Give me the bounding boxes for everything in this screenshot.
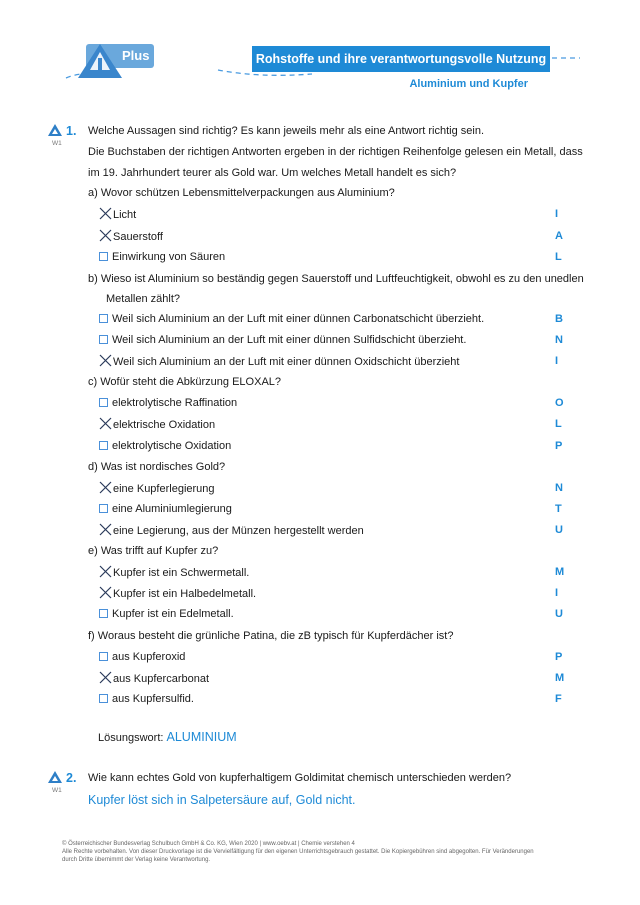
- logo-text: Plus: [122, 48, 150, 63]
- answer-option[interactable]: [99, 250, 225, 264]
- option-text: elektrische Oxidation: [113, 419, 216, 431]
- cross-mark-icon: [99, 207, 112, 220]
- question-1-level: W1: [52, 140, 62, 147]
- answer-option[interactable]: [99, 692, 194, 706]
- q2-question: Wie kann echtes Gold von kupferhaltigem Goldimitat chemisch unterschieden werden?: [88, 772, 512, 784]
- option-letter: B: [555, 313, 563, 325]
- cross-mark-icon: [99, 671, 112, 684]
- q2-answer: Kupfer löst sich in Salpetersäure auf, Gold nicht.: [88, 793, 356, 807]
- answer-option[interactable]: [99, 229, 163, 244]
- cross-mark-icon: [99, 354, 112, 367]
- option-text: Weil sich Aluminium an der Luft mit einer dünnen Carbonatschicht überzieht.: [112, 313, 485, 325]
- option-letter: U: [555, 524, 563, 536]
- option-letter: L: [555, 251, 562, 263]
- option-letter: I: [555, 355, 559, 367]
- checkbox[interactable]: [99, 441, 108, 450]
- option-text: Kupfer ist ein Schwermetall.: [113, 567, 250, 579]
- checkbox[interactable]: [99, 314, 108, 323]
- level-triangle-icon: [48, 771, 62, 783]
- option-letter: N: [555, 334, 563, 346]
- q1c-question: c) Wofür steht die Abkürzung ELOXAL?: [88, 376, 282, 388]
- option-text: elektrolytische Raffination: [112, 397, 238, 409]
- option-letter: I: [555, 208, 559, 220]
- option-text: eine Kupferlegierung: [113, 483, 215, 495]
- option-letter: A: [555, 230, 563, 242]
- footer-line-3: durch Dritte übernimmt der Verlag keine Verantwortung.: [62, 857, 211, 863]
- option-text: aus Kupfersulfid.: [112, 693, 194, 705]
- answer-option[interactable]: [99, 671, 209, 686]
- question-1-number: 1.: [66, 124, 77, 138]
- option-letter: T: [555, 503, 562, 515]
- question-2-number: 2.: [66, 771, 77, 785]
- cross-mark-icon: [99, 481, 112, 494]
- option-letter: M: [555, 672, 565, 684]
- checkbox[interactable]: [99, 504, 108, 513]
- option-letter: U: [555, 608, 563, 620]
- q1b-question: b) Wieso ist Aluminium so beständig gegen Sauerstoff und Luftfeuchtigkeit, obwohl es zu den unedlen: [88, 273, 584, 285]
- answer-option[interactable]: [99, 333, 466, 347]
- answer-option[interactable]: [99, 396, 237, 410]
- cross-mark-icon: [99, 565, 112, 578]
- option-letter: N: [555, 482, 563, 494]
- answer-option[interactable]: [99, 439, 231, 453]
- cross-mark-icon: [99, 586, 112, 599]
- option-text: elektrolytische Oxidation: [112, 440, 232, 452]
- q1e-question: e) Was trifft auf Kupfer zu?: [88, 545, 219, 557]
- answer-option[interactable]: [99, 312, 484, 326]
- option-text: aus Kupferoxid: [112, 651, 186, 663]
- answer-option[interactable]: [99, 650, 185, 664]
- option-text: Licht: [113, 209, 137, 221]
- footer-line-2: Alle Rechte vorbehalten. Von dieser Druckvorlage ist die Vervielfältigung für den eigenen Unterrichtsgebrauch gestattet. Die Kopiergebühren sind abgegolten. Für Veränderungen: [62, 849, 534, 855]
- q1-intro-line-2: Die Buchstaben der richtigen Antworten ergeben in der richtigen Reihenfolge gelesen ein Metall, dass: [88, 146, 583, 158]
- cross-mark-icon: [99, 229, 112, 242]
- subtitle: Aluminium und Kupfer: [409, 78, 528, 90]
- footer: [62, 840, 582, 864]
- solution-label: Lösungswort:: [98, 732, 164, 744]
- checkbox[interactable]: [99, 398, 108, 407]
- answer-option[interactable]: [99, 565, 249, 580]
- option-text: Einwirkung von Säuren: [112, 251, 226, 263]
- solution-line: [98, 730, 237, 745]
- answer-option[interactable]: [99, 481, 215, 496]
- answer-option[interactable]: [99, 207, 136, 222]
- q1-intro-line-3: im 19. Jahrhundert teurer als Gold war. Um welches Metall handelt es sich?: [88, 167, 457, 179]
- option-letter: F: [555, 693, 562, 705]
- q1d-question: d) Was ist nordisches Gold?: [88, 461, 226, 473]
- option-text: Weil sich Aluminium an der Luft mit einer dünnen Sulfidschicht überzieht.: [112, 334, 467, 346]
- option-letter: M: [555, 566, 565, 578]
- option-text: eine Legierung, aus der Münzen hergestellt werden: [113, 525, 364, 537]
- option-text: eine Aluminiumlegierung: [112, 503, 232, 515]
- checkbox[interactable]: [99, 694, 108, 703]
- answer-option[interactable]: [99, 523, 364, 538]
- checkbox[interactable]: [99, 652, 108, 661]
- footer-line-1: © Österreichischer Bundesverlag Schulbuch GmbH & Co. KG, Wien 2020 | www.oebv.at | Chemie verstehen 4: [62, 841, 355, 847]
- option-text: Sauerstoff: [113, 231, 163, 243]
- q1a-question: a) Wovor schützen Lebensmittelverpackungen aus Aluminium?: [88, 187, 395, 199]
- cross-mark-icon: [99, 523, 112, 536]
- answer-option[interactable]: [99, 586, 256, 601]
- checkbox[interactable]: [99, 609, 108, 618]
- q1b-question-cont: Metallen zählt?: [106, 293, 180, 305]
- option-text: Weil sich Aluminium an der Luft mit einer dünnen Oxidschicht überzieht: [113, 356, 460, 368]
- option-text: Kupfer ist ein Edelmetall.: [112, 608, 234, 620]
- plus-logo: [72, 42, 158, 80]
- level-triangle-icon: [48, 124, 62, 136]
- solution-word: ALUMINIUM: [166, 730, 237, 744]
- answer-option[interactable]: [99, 607, 234, 621]
- answer-option[interactable]: [99, 354, 459, 369]
- option-letter: O: [555, 397, 564, 409]
- option-letter: L: [555, 418, 562, 430]
- answer-option[interactable]: [99, 417, 215, 432]
- q1-intro-line-1: Welche Aussagen sind richtig? Es kann jeweils mehr als eine Antwort richtig sein.: [88, 125, 484, 137]
- question-2-level: W1: [52, 787, 62, 794]
- banner-title: Rohstoffe und ihre verantwortungsvolle Nutzung: [252, 46, 550, 72]
- option-letter: P: [555, 440, 563, 452]
- q1f-question: f) Woraus besteht die grünliche Patina, die zB typisch für Kupferdächer ist?: [88, 630, 454, 642]
- option-letter: P: [555, 651, 563, 663]
- answer-option[interactable]: [99, 502, 232, 516]
- cross-mark-icon: [99, 417, 112, 430]
- checkbox[interactable]: [99, 252, 108, 261]
- option-text: aus Kupfercarbonat: [113, 673, 210, 685]
- option-text: Kupfer ist ein Halbedelmetall.: [113, 588, 257, 600]
- checkbox[interactable]: [99, 335, 108, 344]
- option-letter: I: [555, 587, 559, 599]
